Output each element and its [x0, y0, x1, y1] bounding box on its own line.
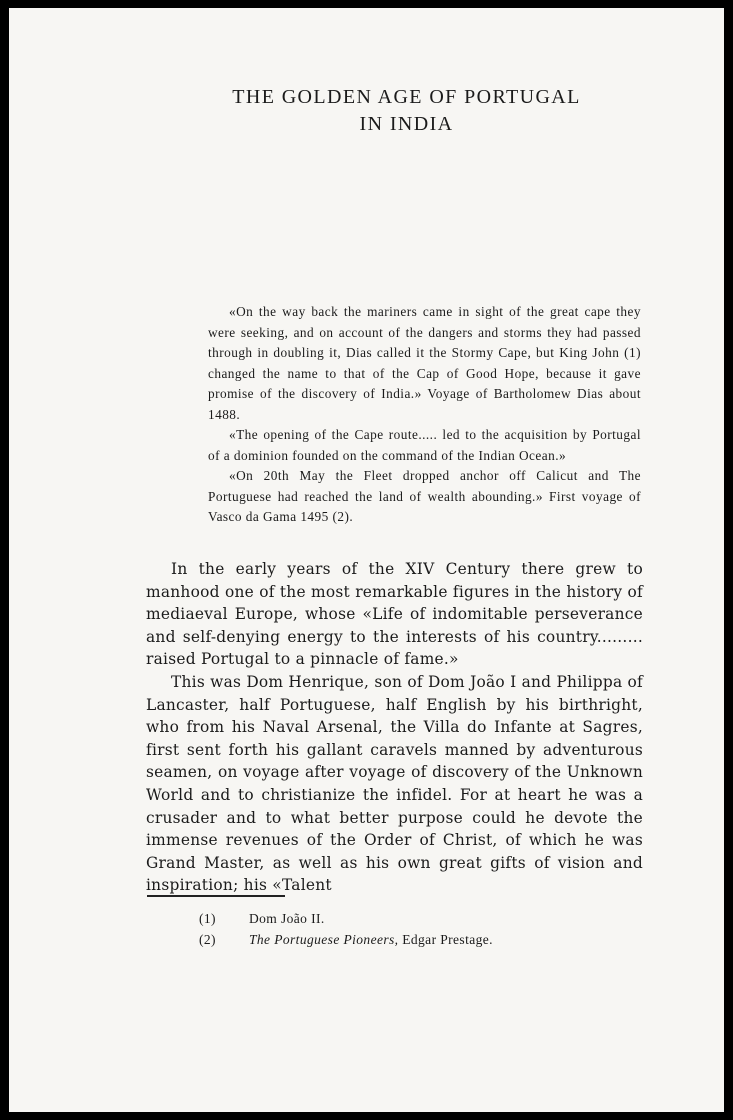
footnote-1-mark: (1) [199, 911, 216, 926]
epigraph-block [208, 302, 641, 528]
body-text [146, 558, 643, 897]
footnote-divider [147, 895, 285, 897]
footnote-2-mark: (2) [199, 932, 216, 947]
footnote-2-book-title: The Portuguese Pioneers, [249, 932, 399, 947]
body-paragraph-1: In the early years of the XIV Century there grew to manhood one of the most remarkable figures in the history of mediaeval Europe, whose «Life of indomitable perseverance and self-denying energy to the interests of his country......... raised Portugal to a pinnacle of fame.» [146, 560, 643, 669]
footnotes [199, 908, 619, 950]
epigraph-paragraph-2: «The opening of the Cape route..... led to the acquisition by Portugal of a dominion founded on the command of the Indian Ocean.» [208, 427, 641, 463]
book-page [9, 8, 724, 1112]
epigraph-paragraph-3: «On 20th May the Fleet dropped anchor off Calicut and The Portuguese had reached the land of wealth abounding.» First voyage of Vasco da Gama 1495 (2). [208, 468, 641, 524]
chapter-title-line-2: IN INDIA [359, 113, 454, 135]
epigraph-paragraph-1: «On the way back the mariners came in sight of the great cape they were seeking, and on account of the dangers and storms they had passed through in doubling it, Dias called it the Stormy Cape, but King John (1) changed the name to that of the Cap of Good Hope, because it gave promise of the discovery of India.» Voyage of Bartholomew Dias about 1488. [208, 304, 641, 422]
footnote-1-text: Dom João II. [249, 911, 325, 926]
footnote-1 [199, 908, 619, 929]
chapter-title-line-1: THE GOLDEN AGE OF PORTUGAL [232, 86, 581, 108]
footnote-2 [199, 929, 619, 950]
chapter-title [9, 84, 724, 138]
body-paragraph-2: This was Dom Henrique, son of Dom João I and Philippa of Lancaster, half Portuguese, half English by his birthright, who from his Naval Arsenal, the Villa do Infante at Sagres, first sent forth his gallant caravels manned by adventurous seamen, on voyage after voyage of discovery of the Unknown World and to christianize the infidel. For at heart he was a crusader and to what better purpose could he devote the immense revenues of the Order of Christ, of which he was Grand Master, as well as his own great gifts of vision and inspiration; his «Talent [146, 672, 643, 895]
footnote-2-author: Edgar Prestage. [398, 932, 493, 947]
